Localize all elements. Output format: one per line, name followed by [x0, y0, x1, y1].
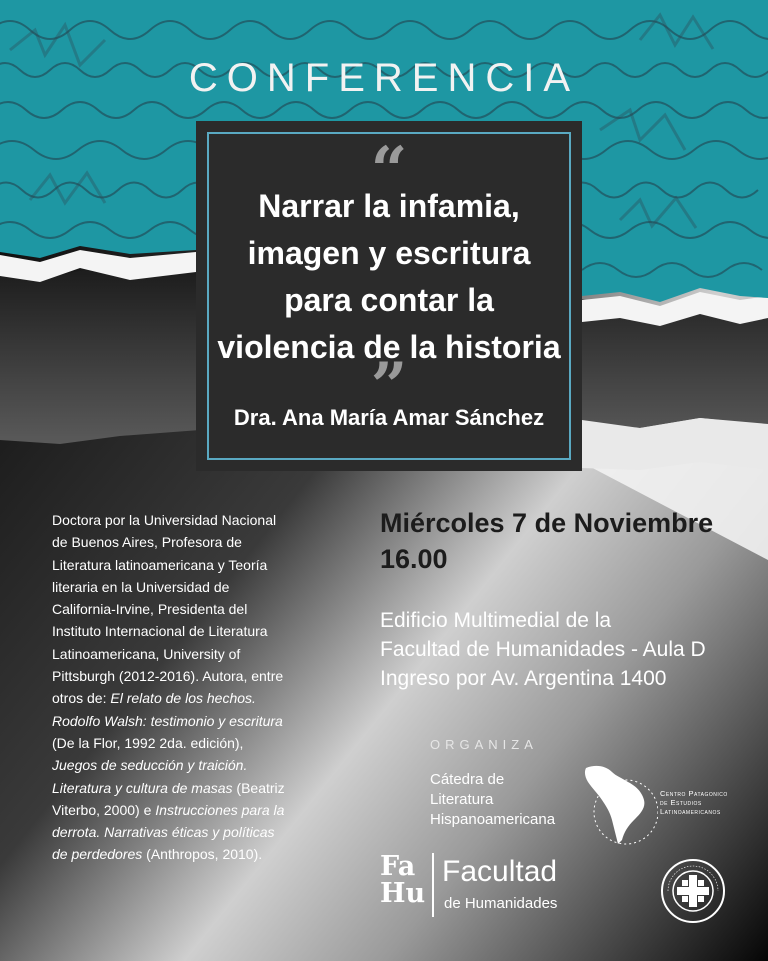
university-seal-icon	[660, 858, 726, 924]
event-venue	[380, 606, 760, 693]
bio-segment: Doctora por la Universidad Nacional de Buenos Aires, Profesora de Literatura latinoamericana y Teoría literaria en la Universidad de California-Irvine, Presidenta del Instituto Internacional de Literatura Latinoamericana, University of Pittsburgh (2012-2016). Autora, entre otros de:	[52, 512, 284, 707]
event-time: 16.00	[380, 544, 448, 574]
event-date: Miércoles 7 de Noviembre	[380, 508, 714, 538]
talk-title-line: violencia de la historia	[217, 329, 561, 365]
fahu-mark	[380, 853, 425, 907]
cpel-name	[660, 789, 728, 816]
catedra-name	[430, 770, 580, 830]
catedra-line: Literatura	[430, 791, 494, 808]
fahu-subtitle: de Humanidades	[444, 895, 558, 912]
header-title: CONFERENCIA	[188, 56, 580, 100]
talk-title	[196, 183, 582, 371]
cpel-line: Latinoamericanos	[660, 807, 721, 816]
fahu-divider	[432, 853, 434, 917]
venue-line: Ingreso por Av. Argentina 1400	[380, 667, 667, 690]
fahu-name: Facultad	[442, 855, 558, 888]
bio-segment: (Beatriz Viterbo, 2000) e	[52, 779, 285, 818]
close-quote-icon: ”	[370, 349, 408, 424]
fahu-mark-top: Fa	[380, 851, 416, 882]
organiza-label: ORGANIZA	[430, 737, 538, 752]
venue-line: Facultad de Humanidades - Aula D	[380, 638, 706, 661]
event-date-time	[380, 505, 760, 577]
talk-title-line: para contar la	[284, 282, 494, 318]
cpel-line: Centro Patagonico	[660, 789, 728, 798]
venue-line: Edificio Multimedial de la	[380, 609, 612, 632]
open-quote-icon: “	[370, 133, 408, 208]
talk-title-line: Narrar la infamia,	[258, 188, 520, 224]
bio-segment: (De la Flor, 1992 2da. edición),	[52, 734, 244, 751]
bio-book-title: El relato de los hechos. Rodolfo Walsh: testimonio y escritura	[52, 690, 283, 729]
catedra-line: Hispanoamericana	[430, 811, 556, 828]
bio-segment: (Anthropos, 2010).	[142, 846, 263, 863]
cpel-line: de Estudios	[660, 798, 702, 807]
quote-box	[196, 121, 582, 471]
speaker-name: Dra. Ana María Amar Sánchez	[233, 405, 545, 430]
catedra-line: Cátedra de	[430, 771, 505, 788]
bio-book-title: Instrucciones para la derrota. Narrativas éticas y políticas de perdedores	[52, 801, 285, 863]
latin-america-map-icon	[582, 762, 658, 846]
fahu-mark-bottom: Hu	[380, 878, 426, 909]
talk-title-line: imagen y escritura	[247, 235, 531, 271]
bio-book-title: Juegos de seducción y traición. Literatura y cultura de masas	[52, 757, 248, 796]
speaker-bio	[52, 509, 292, 866]
